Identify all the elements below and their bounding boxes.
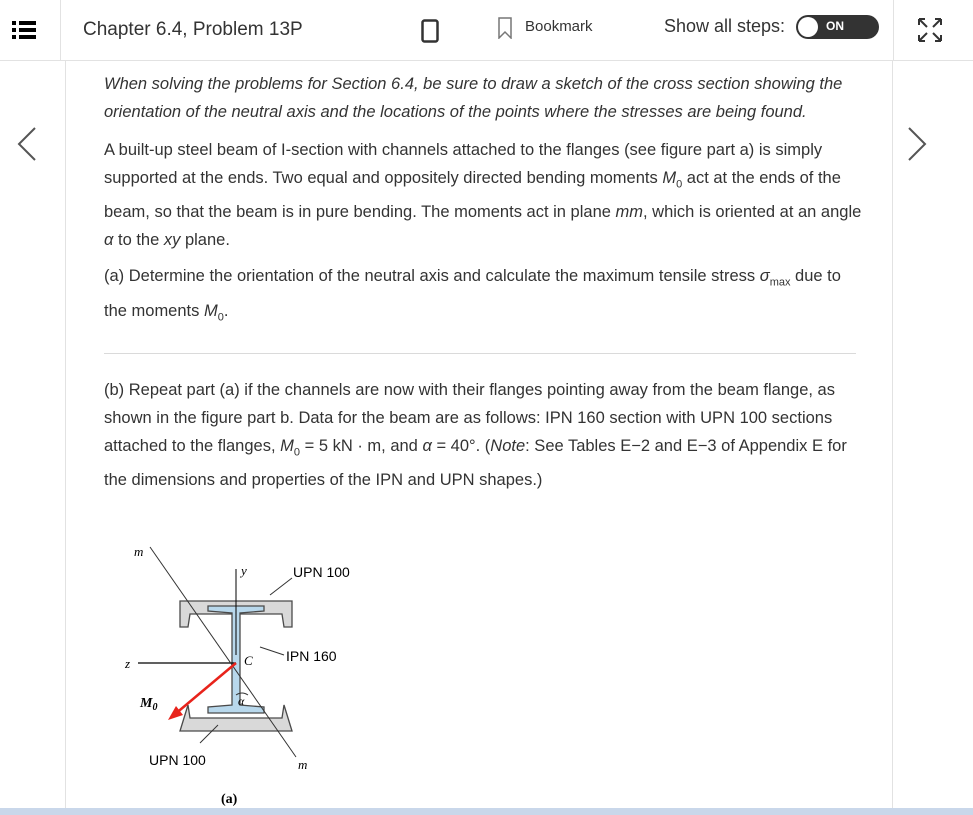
label-alpha: α	[238, 694, 245, 708]
right-rail-divider	[892, 60, 893, 815]
label-c: C	[244, 653, 253, 668]
show-all-steps-label: Show all steps:	[664, 16, 786, 36]
bottom-scroll-strip	[0, 808, 973, 815]
label-part-a: (a)	[221, 792, 238, 807]
problem-part-a: (a) Determine the orientation of the neutral axis and calculate the maximum tensile stress $\sigma_{max}$ due to the moments $M_0$.	[104, 267, 841, 323]
header-divider	[893, 0, 894, 60]
label-m-bottom: m	[298, 757, 308, 772]
next-arrow-icon[interactable]	[905, 124, 929, 164]
bookmark-button[interactable]: Bookmark	[525, 18, 593, 35]
label-y: y	[241, 563, 247, 578]
label-upn-top: UPN 100	[293, 564, 350, 580]
label-mo: $M_0$	[140, 696, 158, 713]
bookmark-icon[interactable]	[498, 17, 512, 39]
problem-part-b: (b) Repeat part (a) if the channels are now with their flanges pointing away from the beam flange, as shown in the figure part b. Data for the beam are as follows: IPN 160 section with UPN 100 sections attached to the flanges, $M_0 = 5$ kN · m, and α = 40°. (Note: See Tables E−2 and E−3 of Appendix E for the dimensions and properties of the IPN and UPN shapes.)	[104, 380, 847, 490]
top-toolbar	[0, 0, 973, 61]
section-divider	[104, 353, 856, 354]
previous-arrow-icon[interactable]	[15, 124, 39, 164]
fullscreen-expand-icon[interactable]	[917, 17, 943, 43]
problem-statement: A built-up steel beam of I-section with channels attached to the flanges (see figure part a) is simply supported at the ends. Two equal and oppositely directed bending moments $M_0$ act at the ends of the beam, so that the beam is in pure bending. The moments act in plane mm, which is oriented at an angle α to the xy plane.	[104, 141, 862, 250]
page-title: Chapter 6.4, Problem 13P	[83, 19, 303, 40]
show-all-steps-toggle[interactable]	[796, 15, 879, 39]
label-m-top: m	[134, 544, 144, 559]
list-menu-icon[interactable]	[12, 20, 36, 40]
ipn-leader	[260, 647, 284, 655]
upn-top-leader	[270, 578, 292, 595]
label-ipn: IPN 160	[286, 648, 337, 664]
toggle-state-label: ON	[826, 19, 844, 33]
label-upn-bottom: UPN 100	[149, 752, 206, 768]
problem-intro: When solving the problems for Section 6.4, be sure to draw a sketch of the cross section showing the orientation of the neutral axis and the locations of the points where the stresses are being found.	[104, 75, 843, 121]
label-z: z	[125, 656, 131, 671]
problem-content	[104, 70, 864, 494]
header-divider	[60, 0, 61, 60]
toggle-knob	[798, 17, 818, 37]
left-rail-divider	[65, 60, 66, 815]
beam-cross-section-figure	[120, 535, 380, 815]
mobile-device-icon[interactable]	[421, 19, 439, 43]
